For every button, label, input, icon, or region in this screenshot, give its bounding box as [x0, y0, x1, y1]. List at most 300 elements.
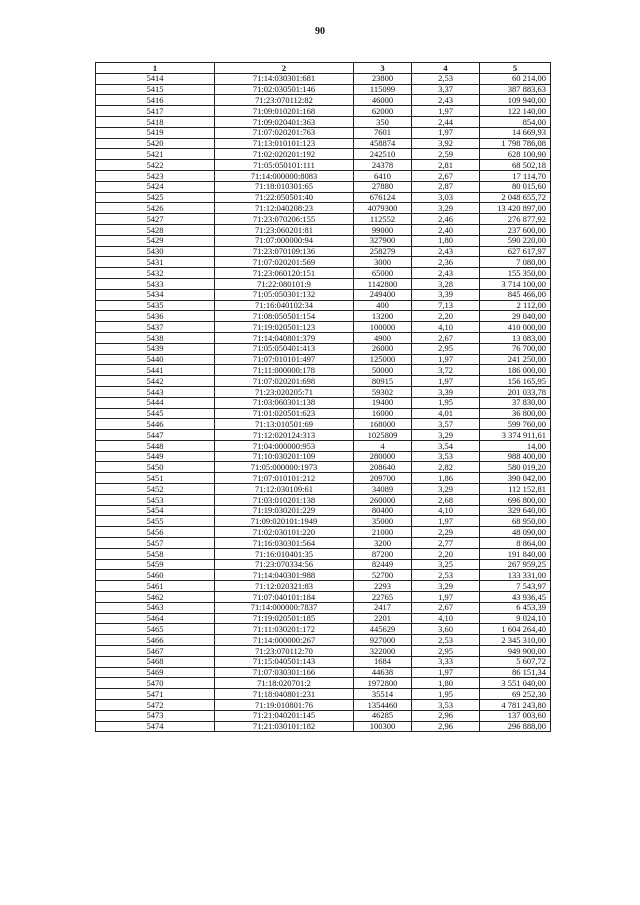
cell-cadastral-number: 71:07:020201:569 — [215, 257, 354, 268]
cell-row-number: 5422 — [96, 160, 215, 171]
table-row — [96, 451, 551, 462]
cell-area: 82449 — [354, 559, 412, 570]
table-row — [96, 354, 551, 365]
cell-area: 100000 — [354, 322, 412, 333]
cell-area: 26000 — [354, 343, 412, 354]
table-row — [96, 311, 551, 322]
table-row — [96, 203, 551, 214]
table-row — [96, 322, 551, 333]
cell-area: 7601 — [354, 127, 412, 138]
cell-rate: 1,97 — [412, 667, 480, 678]
cell-area: 2201 — [354, 613, 412, 624]
cell-value: 37 830,00 — [480, 397, 551, 408]
cell-cadastral-number: 71:03:010201:138 — [215, 494, 354, 505]
cell-row-number: 5459 — [96, 559, 215, 570]
cell-row-number: 5471 — [96, 689, 215, 700]
cell-area: 13200 — [354, 311, 412, 322]
cell-rate: 3,72 — [412, 365, 480, 376]
cell-cadastral-number: 71:14:000000:267 — [215, 635, 354, 646]
cell-cadastral-number: 71:09:020101:1949 — [215, 516, 354, 527]
table-row — [96, 181, 551, 192]
cell-area: 46000 — [354, 95, 412, 106]
cell-rate: 1,80 — [412, 235, 480, 246]
cell-value: 43 936,45 — [480, 592, 551, 603]
cell-rate: 1,80 — [412, 678, 480, 689]
cell-rate: 2,77 — [412, 538, 480, 549]
cell-row-number: 5442 — [96, 376, 215, 387]
cell-cadastral-number: 71:07:010101:497 — [215, 354, 354, 365]
cell-rate: 2,81 — [412, 160, 480, 171]
column-header-value: 5 — [480, 63, 551, 74]
cell-value: 68 502,18 — [480, 160, 551, 171]
cell-rate: 1,97 — [412, 354, 480, 365]
cell-value: 13 420 897,00 — [480, 203, 551, 214]
cell-value: 696 800,00 — [480, 494, 551, 505]
cell-area: 80400 — [354, 505, 412, 516]
table-row — [96, 224, 551, 235]
table-row — [96, 257, 551, 268]
cell-value: 267 959,25 — [480, 559, 551, 570]
cell-row-number: 5414 — [96, 73, 215, 84]
cell-cadastral-number: 71:19:010801:76 — [215, 700, 354, 711]
cell-value: 627 617,97 — [480, 246, 551, 257]
cell-area: 400 — [354, 300, 412, 311]
cell-cadastral-number: 71:23:070112:82 — [215, 95, 354, 106]
cell-value: 4 781 243,80 — [480, 700, 551, 711]
cell-cadastral-number: 71:09:010201:168 — [215, 106, 354, 117]
cell-rate: 2,67 — [412, 170, 480, 181]
cell-area: 34089 — [354, 484, 412, 495]
cell-rate: 2,96 — [412, 721, 480, 732]
table-row — [96, 538, 551, 549]
cell-area: 3200 — [354, 538, 412, 549]
cell-cadastral-number: 71:03:060301:138 — [215, 397, 354, 408]
cell-area: 50000 — [354, 365, 412, 376]
cell-value: 3 551 040,00 — [480, 678, 551, 689]
cell-area: 100300 — [354, 721, 412, 732]
cell-row-number: 5415 — [96, 84, 215, 95]
cell-area: 35514 — [354, 689, 412, 700]
cell-row-number: 5440 — [96, 354, 215, 365]
cell-value: 276 877,92 — [480, 214, 551, 225]
table-row — [96, 689, 551, 700]
cell-value: 2 112,00 — [480, 300, 551, 311]
cell-value: 2 345 310,00 — [480, 635, 551, 646]
table-row — [96, 494, 551, 505]
cell-row-number: 5444 — [96, 397, 215, 408]
cell-area: 24378 — [354, 160, 412, 171]
cell-area: 65000 — [354, 268, 412, 279]
cell-rate: 2,87 — [412, 181, 480, 192]
cell-row-number: 5435 — [96, 300, 215, 311]
cell-rate: 2,59 — [412, 149, 480, 160]
table-row — [96, 268, 551, 279]
cell-rate: 3,39 — [412, 289, 480, 300]
cell-value: 845 466,00 — [480, 289, 551, 300]
cell-row-number: 5449 — [96, 451, 215, 462]
cell-cadastral-number: 71:23:070334:56 — [215, 559, 354, 570]
table-row — [96, 613, 551, 624]
cell-rate: 1,86 — [412, 473, 480, 484]
table-row — [96, 419, 551, 430]
cell-row-number: 5425 — [96, 192, 215, 203]
table-row — [96, 149, 551, 160]
table-row — [96, 559, 551, 570]
cell-rate: 4,10 — [412, 613, 480, 624]
cell-cadastral-number: 71:12:040208:23 — [215, 203, 354, 214]
cell-row-number: 5424 — [96, 181, 215, 192]
cell-cadastral-number: 71:14:000000:7837 — [215, 602, 354, 613]
cell-value: 48 090,00 — [480, 527, 551, 538]
page-number: 90 — [315, 26, 325, 37]
cell-row-number: 5448 — [96, 440, 215, 451]
cell-row-number: 5452 — [96, 484, 215, 495]
cell-value: 599 760,00 — [480, 419, 551, 430]
cell-cadastral-number: 71:19:030201:229 — [215, 505, 354, 516]
cell-cadastral-number: 71:16:030301:564 — [215, 538, 354, 549]
cell-cadastral-number: 71:22:080101:9 — [215, 278, 354, 289]
cell-area: 87200 — [354, 548, 412, 559]
cell-area: 6410 — [354, 170, 412, 181]
cell-rate: 2,29 — [412, 527, 480, 538]
cell-row-number: 5434 — [96, 289, 215, 300]
cell-rate: 2,43 — [412, 95, 480, 106]
cadastral-value-table — [95, 62, 551, 732]
cell-row-number: 5430 — [96, 246, 215, 257]
cell-area: 52700 — [354, 570, 412, 581]
cell-area: 2293 — [354, 581, 412, 592]
cell-area: 22765 — [354, 592, 412, 603]
cell-area: 209700 — [354, 473, 412, 484]
cell-value: 80 015,60 — [480, 181, 551, 192]
cell-cadastral-number: 71:12:020321:83 — [215, 581, 354, 592]
cell-cadastral-number: 71:16:040102:34 — [215, 300, 354, 311]
cell-row-number: 5423 — [96, 170, 215, 181]
table-row — [96, 516, 551, 527]
cell-rate: 3,29 — [412, 581, 480, 592]
cell-row-number: 5454 — [96, 505, 215, 516]
cell-row-number: 5420 — [96, 138, 215, 149]
cell-cadastral-number: 71:14:030301:681 — [215, 73, 354, 84]
cell-rate: 2,46 — [412, 214, 480, 225]
cell-rate: 2,44 — [412, 116, 480, 127]
cell-rate: 3,53 — [412, 451, 480, 462]
cell-value: 191 840,00 — [480, 548, 551, 559]
cell-rate: 7,13 — [412, 300, 480, 311]
cell-row-number: 5465 — [96, 624, 215, 635]
cell-rate: 3,29 — [412, 430, 480, 441]
table-row — [96, 462, 551, 473]
cell-area: 168000 — [354, 419, 412, 430]
table-row — [96, 289, 551, 300]
cell-value: 156 165,95 — [480, 376, 551, 387]
cell-rate: 2,82 — [412, 462, 480, 473]
cell-cadastral-number: 71:18:020701:2 — [215, 678, 354, 689]
cell-value: 9 024,10 — [480, 613, 551, 624]
cell-value: 2 048 655,72 — [480, 192, 551, 203]
table-row — [96, 106, 551, 117]
cell-area: 62000 — [354, 106, 412, 117]
cell-rate: 1,95 — [412, 397, 480, 408]
cell-value: 296 888,00 — [480, 721, 551, 732]
cell-rate: 2,53 — [412, 570, 480, 581]
cell-value: 13 083,00 — [480, 332, 551, 343]
cell-row-number: 5418 — [96, 116, 215, 127]
cell-row-number: 5426 — [96, 203, 215, 214]
cell-cadastral-number: 71:16:010401:35 — [215, 548, 354, 559]
cell-value: 387 883,63 — [480, 84, 551, 95]
cell-rate: 2,53 — [412, 73, 480, 84]
table-row — [96, 721, 551, 732]
table-row — [96, 408, 551, 419]
cell-row-number: 5451 — [96, 473, 215, 484]
cell-row-number: 5437 — [96, 322, 215, 333]
cell-area: 44638 — [354, 667, 412, 678]
cell-rate: 2,96 — [412, 710, 480, 721]
cell-row-number: 5443 — [96, 386, 215, 397]
cell-rate: 2,67 — [412, 602, 480, 613]
cell-value: 186 000,00 — [480, 365, 551, 376]
table-row — [96, 386, 551, 397]
cell-rate: 1,97 — [412, 376, 480, 387]
cell-rate: 2,43 — [412, 246, 480, 257]
cell-value: 133 331,00 — [480, 570, 551, 581]
cell-value: 3 374 911,61 — [480, 430, 551, 441]
cell-cadastral-number: 71:15:040501:143 — [215, 656, 354, 667]
cell-rate: 1,97 — [412, 592, 480, 603]
column-header-area: 3 — [354, 63, 412, 74]
cell-area: 21000 — [354, 527, 412, 538]
cell-value: 109 940,00 — [480, 95, 551, 106]
cell-row-number: 5439 — [96, 343, 215, 354]
table-row — [96, 138, 551, 149]
cell-row-number: 5438 — [96, 332, 215, 343]
cell-rate: 3,39 — [412, 386, 480, 397]
table-row — [96, 246, 551, 257]
cell-row-number: 5466 — [96, 635, 215, 646]
cell-row-number: 5462 — [96, 592, 215, 603]
table-row — [96, 343, 551, 354]
table-row — [96, 700, 551, 711]
cell-cadastral-number: 71:10:030201:109 — [215, 451, 354, 462]
cell-rate: 3,29 — [412, 203, 480, 214]
cell-value: 237 600,00 — [480, 224, 551, 235]
cell-row-number: 5429 — [96, 235, 215, 246]
cell-row-number: 5468 — [96, 656, 215, 667]
cell-row-number: 5467 — [96, 646, 215, 657]
cell-cadastral-number: 71:21:040201:145 — [215, 710, 354, 721]
cell-cadastral-number: 71:23:060120:151 — [215, 268, 354, 279]
cell-rate: 3,25 — [412, 559, 480, 570]
cell-rate: 3,33 — [412, 656, 480, 667]
cell-area: 80915 — [354, 376, 412, 387]
cell-rate: 3,28 — [412, 278, 480, 289]
cell-row-number: 5445 — [96, 408, 215, 419]
cell-rate: 3,92 — [412, 138, 480, 149]
cell-row-number: 5427 — [96, 214, 215, 225]
table-row — [96, 214, 551, 225]
cell-value: 580 019,20 — [480, 462, 551, 473]
cell-cadastral-number: 71:12:030109:61 — [215, 484, 354, 495]
cell-area: 3000 — [354, 257, 412, 268]
cell-area: 115099 — [354, 84, 412, 95]
cell-area: 1684 — [354, 656, 412, 667]
table-row — [96, 548, 551, 559]
cell-cadastral-number: 71:07:000000:94 — [215, 235, 354, 246]
cell-cadastral-number: 71:13:010101:123 — [215, 138, 354, 149]
cell-value: 628 100,90 — [480, 149, 551, 160]
cell-value: 112 152,81 — [480, 484, 551, 495]
table-row — [96, 127, 551, 138]
cell-cadastral-number: 71:14:000000:8083 — [215, 170, 354, 181]
cell-cadastral-number: 71:05:050401:413 — [215, 343, 354, 354]
column-header-rate: 4 — [412, 63, 480, 74]
cell-cadastral-number: 71:05:050101:111 — [215, 160, 354, 171]
cell-area: 46285 — [354, 710, 412, 721]
cell-rate: 2,68 — [412, 494, 480, 505]
cell-area: 327900 — [354, 235, 412, 246]
cell-cadastral-number: 71:07:010101:212 — [215, 473, 354, 484]
cell-row-number: 5474 — [96, 721, 215, 732]
cell-row-number: 5450 — [96, 462, 215, 473]
cell-rate: 2,43 — [412, 268, 480, 279]
cell-row-number: 5421 — [96, 149, 215, 160]
table-row — [96, 527, 551, 538]
cell-area: 99000 — [354, 224, 412, 235]
table-row — [96, 710, 551, 721]
cell-area: 676124 — [354, 192, 412, 203]
cell-rate: 2,67 — [412, 332, 480, 343]
table-row — [96, 278, 551, 289]
cell-value: 60 214,00 — [480, 73, 551, 84]
table-row — [96, 473, 551, 484]
cell-value: 155 350,00 — [480, 268, 551, 279]
cell-cadastral-number: 71:13:010501:69 — [215, 419, 354, 430]
cell-area: 4079300 — [354, 203, 412, 214]
cell-area: 280000 — [354, 451, 412, 462]
cell-cadastral-number: 71:07:020201:698 — [215, 376, 354, 387]
cell-value: 14,00 — [480, 440, 551, 451]
cell-value: 1 798 786,08 — [480, 138, 551, 149]
cell-area: 258279 — [354, 246, 412, 257]
cell-rate: 1,97 — [412, 106, 480, 117]
cell-value: 3 714 100,00 — [480, 278, 551, 289]
cell-area: 322000 — [354, 646, 412, 657]
cell-value: 69 252,30 — [480, 689, 551, 700]
cell-value: 14 669,93 — [480, 127, 551, 138]
cell-row-number: 5472 — [96, 700, 215, 711]
cell-rate: 1,95 — [412, 689, 480, 700]
cell-value: 36 800,00 — [480, 408, 551, 419]
cell-area: 112552 — [354, 214, 412, 225]
cell-row-number: 5453 — [96, 494, 215, 505]
cell-area: 350 — [354, 116, 412, 127]
cell-rate: 4,10 — [412, 322, 480, 333]
cell-cadastral-number: 71:23:070112:70 — [215, 646, 354, 657]
cell-cadastral-number: 71:04:000000:953 — [215, 440, 354, 451]
cell-value: 76 700,00 — [480, 343, 551, 354]
cell-cadastral-number: 71:14:040301:988 — [215, 570, 354, 581]
cell-row-number: 5457 — [96, 538, 215, 549]
cell-rate: 3,53 — [412, 700, 480, 711]
cell-rate: 3,03 — [412, 192, 480, 203]
cell-cadastral-number: 71:02:030101:220 — [215, 527, 354, 538]
table-row — [96, 365, 551, 376]
table-row — [96, 376, 551, 387]
cell-value: 201 033,78 — [480, 386, 551, 397]
table-row — [96, 192, 551, 203]
cell-area: 1354460 — [354, 700, 412, 711]
cell-row-number: 5464 — [96, 613, 215, 624]
table-row — [96, 397, 551, 408]
cell-rate: 2,20 — [412, 548, 480, 559]
cell-area: 242510 — [354, 149, 412, 160]
table-row — [96, 646, 551, 657]
table-row — [96, 160, 551, 171]
cell-value: 29 040,00 — [480, 311, 551, 322]
table-row — [96, 624, 551, 635]
cell-area: 208640 — [354, 462, 412, 473]
cell-cadastral-number: 71:18:010301:65 — [215, 181, 354, 192]
cell-value: 590 220,00 — [480, 235, 551, 246]
cell-cadastral-number: 71:01:020501:623 — [215, 408, 354, 419]
cell-cadastral-number: 71:19:020501:123 — [215, 322, 354, 333]
cell-row-number: 5473 — [96, 710, 215, 721]
table-row — [96, 635, 551, 646]
cell-area: 1142800 — [354, 278, 412, 289]
cell-rate: 3,54 — [412, 440, 480, 451]
table-row — [96, 332, 551, 343]
cell-value: 86 151,34 — [480, 667, 551, 678]
cell-rate: 2,40 — [412, 224, 480, 235]
cell-row-number: 5419 — [96, 127, 215, 138]
table-row — [96, 300, 551, 311]
cell-rate: 4,01 — [412, 408, 480, 419]
cell-area: 19400 — [354, 397, 412, 408]
cell-cadastral-number: 71:05:050301:132 — [215, 289, 354, 300]
cell-row-number: 5433 — [96, 278, 215, 289]
table-row — [96, 656, 551, 667]
cell-value: 390 042,00 — [480, 473, 551, 484]
table-row — [96, 505, 551, 516]
cell-row-number: 5458 — [96, 548, 215, 559]
cell-area: 445629 — [354, 624, 412, 635]
cell-value: 1 604 264,40 — [480, 624, 551, 635]
table-header-row — [96, 63, 551, 74]
cell-area: 2417 — [354, 602, 412, 613]
column-header-cadastral-number: 2 — [215, 63, 354, 74]
table-row — [96, 484, 551, 495]
column-header-number: 1 — [96, 63, 215, 74]
cell-cadastral-number: 71:23:020205:71 — [215, 386, 354, 397]
cell-cadastral-number: 71:02:030501:146 — [215, 84, 354, 95]
cell-cadastral-number: 71:19:020501:185 — [215, 613, 354, 624]
table-row — [96, 235, 551, 246]
cell-area: 35000 — [354, 516, 412, 527]
cell-row-number: 5428 — [96, 224, 215, 235]
cell-cadastral-number: 71:08:050501:154 — [215, 311, 354, 322]
cell-value: 949 900,00 — [480, 646, 551, 657]
cell-rate: 2,95 — [412, 646, 480, 657]
cell-row-number: 5469 — [96, 667, 215, 678]
cell-cadastral-number: 71:12:020124:313 — [215, 430, 354, 441]
table-row — [96, 570, 551, 581]
table-row — [96, 95, 551, 106]
cell-rate: 3,57 — [412, 419, 480, 430]
cell-cadastral-number: 71:23:060201:81 — [215, 224, 354, 235]
table-row — [96, 440, 551, 451]
cell-area: 458874 — [354, 138, 412, 149]
